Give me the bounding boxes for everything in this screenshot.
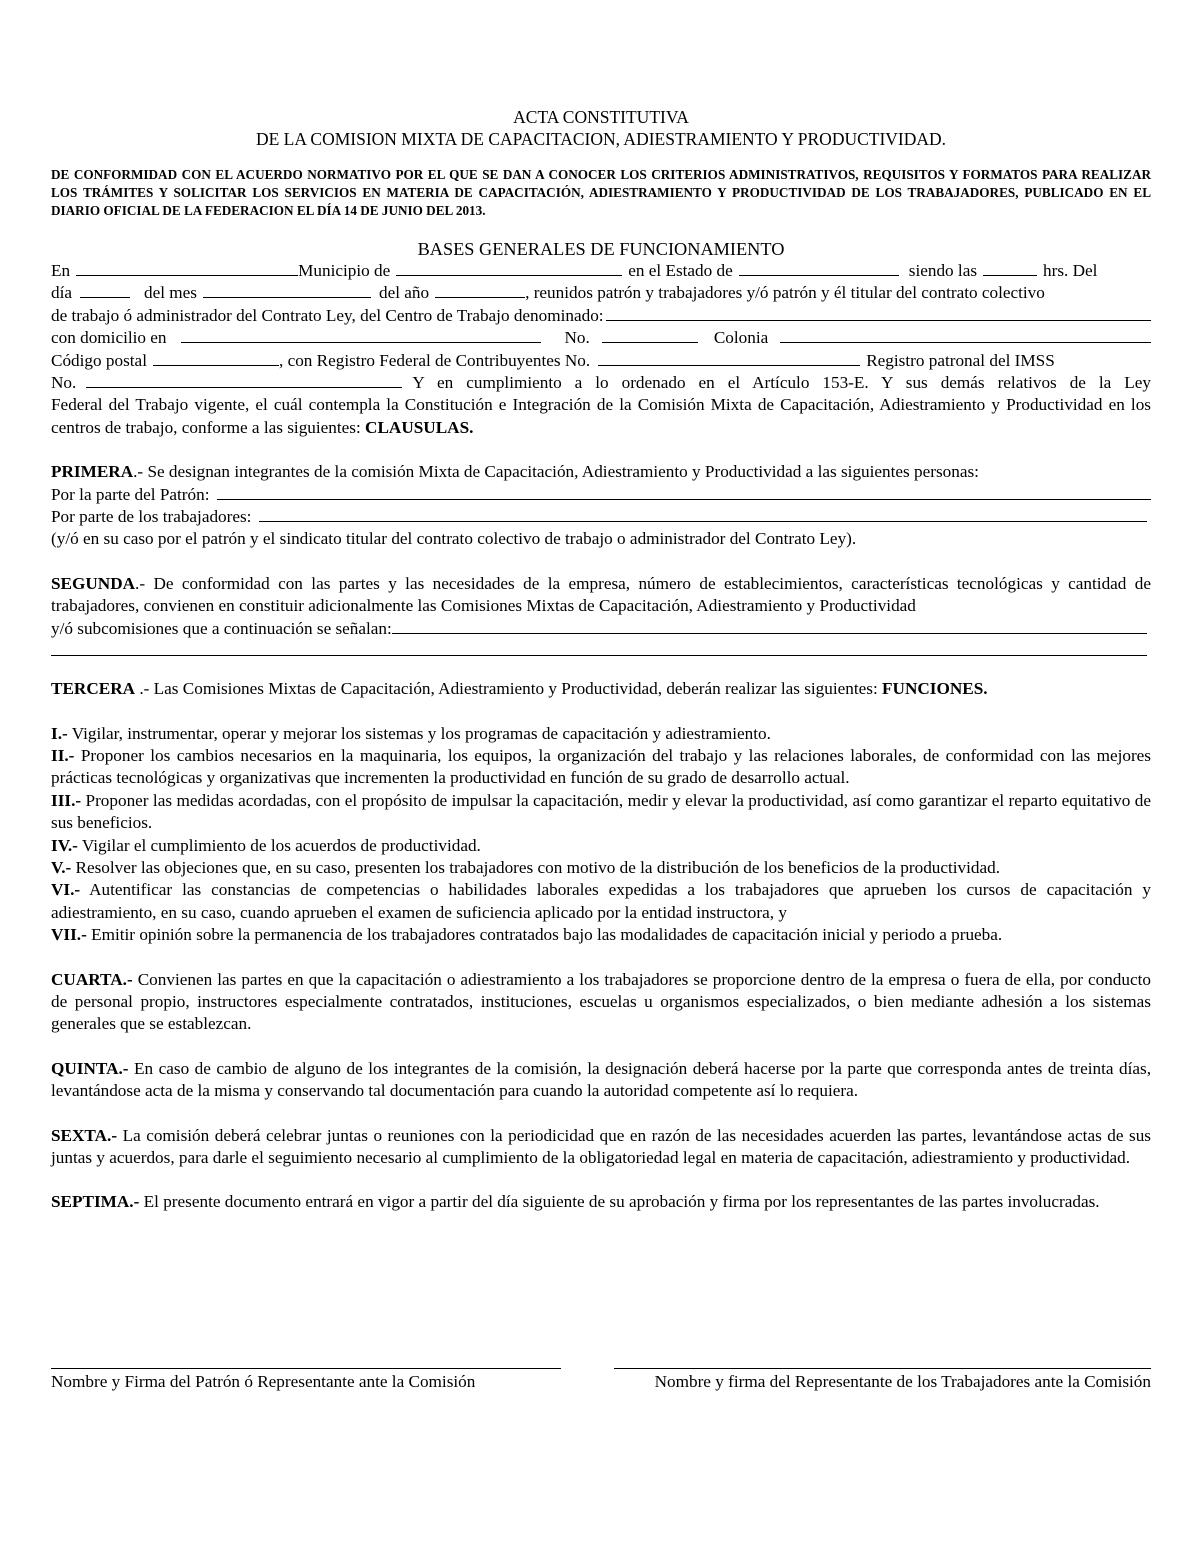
label-municipio: Municipio de [298,261,391,280]
form-line-6 [51,372,1151,394]
field-subcomisiones[interactable] [392,618,1147,634]
cuarta-text: Convienen las partes en que la capacitación o adiestramiento a los trabajadores se proporcione dentro de la empresa o fuera de ella, por conducto de personal propio, instructores especialmente contratados, instituciones, escuelas u organismos especializados, o bien mediante adhesión a los sistemas generales que se establezcan. [51,969,1151,1034]
tercera-text: .- Las Comisiones Mixtas de Capacitación, Adiestramiento y Productividad, deberán realizar las siguientes: [139,679,878,699]
clause-quinta [51,1058,1151,1103]
label-en: En [51,261,71,280]
bases-paragraph [51,394,1151,439]
field-estado[interactable] [739,260,899,276]
funcion-text: Proponer los cambios necesarios en la maquinaria, los equipos, la organización del trabajo y las relaciones laborales, de conformidad con las mejores prácticas tecnológicas y organizativas que incrementen la productividad en función de su grado de desarrollo actual. [51,745,1151,788]
bases-heading: BASES GENERALES DE FUNCIONAMIENTO [417,239,785,259]
funcion-item [51,879,1151,924]
field-mes[interactable] [203,282,371,298]
clause-septima [51,1191,1151,1213]
label-rfc: , con Registro Federal de Contribuyentes No. [278,350,591,370]
label-codigo-postal: Código postal [51,350,147,370]
label-parte-trabajadores: Por parte de los trabajadores: [51,507,252,527]
label-siendo: siendo las [908,261,978,280]
funcion-item [51,745,1151,790]
septima-label: SEPTIMA.- [51,1192,140,1212]
field-codigo-postal[interactable] [153,350,279,366]
funcion-item [51,790,1151,835]
document-title [51,106,1151,150]
funcion-item [51,924,1151,946]
label-reunidos: , reunidos patrón y trabajadores y/ó patrón y él titular del contrato colectivo [525,283,1045,303]
label-cumplimiento: Y en cumplimiento a lo ordenado en el Artículo 153-E. Y sus demás relativos de la Ley [412,373,1151,393]
label-mes: del mes [144,283,197,303]
sexta-text: La comisión deberá celebrar juntas o reuniones con la periodicidad que en razón de las necesidades acuerden las partes, levantándose actas de sus juntas y acuerdos, para darle el seguimiento necesario al cumplimiento de la obligatoriedad legal en materia de capacitación, adiestramiento y productividad. [51,1125,1151,1167]
field-centro-trabajo[interactable] [606,305,1151,321]
sexta-label: SEXTA.- [51,1125,118,1145]
funcion-text: Vigilar, instrumentar, operar y mejorar los sistemas y los programas de capacitación y adiestramiento. [67,723,771,743]
funciones-list [51,723,1151,947]
funcion-text: Emitir opinión sobre la permanencia de los trabajadores contratados bajo las modalidades de capacitación inicial y periodo a prueba. [86,925,1003,945]
funcion-num: V.- [51,857,72,877]
quinta-label: QUINTA.- [51,1058,129,1078]
form-line-subcomisiones [51,618,1151,640]
funciones-heading: FUNCIONES. [882,679,988,699]
label-colonia: Colonia [713,328,769,348]
clause-primera [51,461,1151,551]
label-centro-trabajo: de trabajo ó administrador del Contrato Ley, del Centro de Trabajo denominado: [51,305,604,325]
label-imss-no: No. [51,373,77,393]
form-line-trabajadores [51,506,1151,528]
label-imss: Registro patronal del IMSS [866,350,1055,370]
funcion-num: VI.- [51,880,81,900]
field-lugar[interactable] [76,260,298,276]
quinta-text: En caso de cambio de alguno de los integrantes de la comisión, la designación deberá hacerse por la parte que corresponda antes de treinta días, levantándose acta de la misma y conservando tal documentación para cuando la autoridad competente así lo requiera. [51,1058,1151,1101]
form-line-5 [51,350,1151,372]
form-line-3 [51,305,1151,327]
segunda-text: .- De conformidad con las partes y las necesidades de la empresa, número de establecimientos, características tecnológicas y cantidad de trabajadores, convienen en constituir adicionalmente las Comisiones Mixtas de Capacitación, Adiestramiento y Productividad [51,573,1151,616]
funcion-num: III.- [51,790,82,810]
title-line-1: ACTA CONSTITUTIVA [513,107,689,127]
document-body [51,106,1151,1214]
field-domicilio[interactable] [181,327,541,343]
field-hora[interactable] [983,260,1037,276]
legal-notice: DE CONFORMIDAD CON EL ACUERDO NORMATIVO POR EL QUE SE DAN A CONOCER LOS CRITERIOS ADMINISTRATIVOS, REQUISITOS Y FORMATOS PARA REALIZAR LOS TRÁMITES Y SOLICITAR LOS SERVICIOS EN MATERIA DE CAPACITACIÓN, ADIESTRAMIENTO Y PRODUCTIVIDAD DE LOS TRABAJADORES, PUBLICADO EN EL DIARIO OFICIAL DE LA FEDERACION EL DÍA 14 DE JUNIO DEL 2013. [51,167,1151,218]
field-subcomisiones-extra[interactable] [51,640,1147,656]
clause-cuarta [51,969,1151,1036]
funcion-item [51,835,1151,857]
funcion-num: II.- [51,745,75,765]
label-numero: No. [564,328,590,348]
field-imss[interactable] [86,372,402,388]
field-municipio[interactable] [396,260,622,276]
funcion-text: Autentificar las constancias de competencias o habilidades laborales expedidas a los trabajadores que aprueben los cursos de capacitación y adiestramiento, en su caso, cuando aprueben el examen de suficiencia aplicado por la entidad instructora, y [51,880,1151,922]
signature-line-trabajadores[interactable] [614,1368,1151,1369]
clause-segunda [51,573,1151,656]
primera-text: .- Se designan integrantes de la comisión Mixta de Capacitación, Adiestramiento y Productividad a las siguientes personas: [133,462,979,482]
clause-tercera [51,678,1151,700]
title-line-2: DE LA COMISION MIXTA DE CAPACITACION, ADIESTRAMIENTO Y PRODUCTIVIDAD. [255,129,947,149]
primera-note: (y/ó en su caso por el patrón y el sindicato titular del contrato colectivo de trabajo o administrador del Contrato Ley). [51,529,857,549]
funcion-num: IV.- [51,835,78,855]
funcion-text: Vigilar el cumplimiento de los acuerdos de productividad. [77,835,481,855]
field-numero[interactable] [602,327,698,343]
signature-label-patron: Nombre y Firma del Patrón ó Representante ante la Comisión [51,1372,476,1391]
bases-text: Federal del Trabajo vigente, el cuál contempla la Constitución e Integración de la Comisión Mixta de Capacitación, Adiestramiento y Productividad en los centros de trabajo, conforme a las siguientes: [51,395,1151,437]
funcion-item [51,857,1151,879]
form-line-2 [51,282,1151,304]
label-subcomisiones: y/ó subcomisiones que a continuación se señalan: [51,618,392,638]
funcion-text: Proponer las medidas acordadas, con el propósito de impulsar la capacitación, medir y elevar la productividad, así como garantizar el reparto equitativo de sus beneficios. [51,790,1151,833]
field-dia[interactable] [80,282,130,298]
label-anio: del año [378,283,430,303]
label-estado: en el Estado de [628,261,733,280]
septima-text: El presente documento entrará en vigor a partir del día siguiente de su aprobación y firma por los representantes de las partes involucradas. [139,1192,1100,1212]
label-dia: día [51,283,72,303]
field-rfc[interactable] [598,350,860,366]
funcion-item [51,723,1151,745]
field-parte-patron[interactable] [217,484,1151,500]
primera-label: PRIMERA [51,462,134,482]
funcion-num: I.- [51,723,68,743]
field-colonia[interactable] [780,327,1151,343]
funcion-num: VII.- [51,925,87,945]
field-anio[interactable] [435,282,525,298]
tercera-label: TERCERA [51,679,136,699]
form-line-4 [51,327,1151,349]
clause-sexta [51,1125,1151,1170]
signature-block [51,1352,1151,1392]
label-parte-patron: Por la parte del Patrón: [51,484,210,504]
signature-line-patron[interactable] [51,1368,561,1369]
field-parte-trabajadores[interactable] [259,506,1147,522]
form-line-1 [51,260,1151,282]
clausulas-heading: CLAUSULAS. [365,417,474,437]
segunda-label: SEGUNDA [51,573,136,593]
cuarta-label: CUARTA.- [51,969,133,989]
label-hrs: hrs. Del [1043,261,1098,280]
label-domicilio: con domicilio en [51,328,167,348]
form-line-patron [51,484,1151,506]
funcion-text: Resolver las objeciones que, en su caso, presenten los trabajadores con motivo de la distribución de los beneficios de la productividad. [71,857,1001,877]
signature-label-trabajadores: Nombre y firma del Representante de los Trabajadores ante la Comisión [654,1372,1151,1391]
